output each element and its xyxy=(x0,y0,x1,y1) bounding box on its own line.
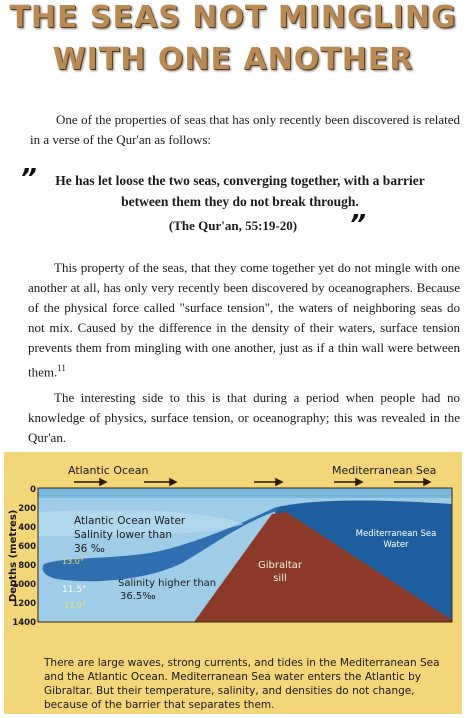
salinity-high-label-1: Salinity higher than xyxy=(118,578,217,589)
depth-tick-800: 800 xyxy=(18,561,36,571)
sill-label-2: sill xyxy=(273,573,287,584)
surface-arrows xyxy=(74,479,430,485)
depth-tick-1400: 1400 xyxy=(12,618,36,628)
body-paragraph-2: The interesting side to this is that during a period when people had no knowledge of physics, surface tension, or oceanography; this was revealed in the Qur'an. xyxy=(28,390,460,445)
mediterranean-sea-label: Mediterranean Sea xyxy=(332,464,437,477)
depth-tick-0: 0 xyxy=(30,485,36,495)
atlantic-water-label-2: Salinity lower than xyxy=(74,529,173,541)
depth-axis-label: Depths (metres) xyxy=(8,509,19,602)
title-line-1: THE SEAS NOT MINGLING xyxy=(9,0,457,35)
temperature-label-2: 11.5° xyxy=(62,585,87,595)
atlantic-water-label-3: 36 ‰ xyxy=(74,543,105,555)
quote-close-mark: „ xyxy=(352,196,369,226)
body-paragraph-1 xyxy=(28,258,460,382)
salinity-high-label-2: 36.5‰ xyxy=(120,591,156,602)
temperature-label-3: 13.0° xyxy=(64,601,86,610)
med-water-label-2: Water xyxy=(383,540,409,550)
atlantic-ocean-label: Atlantic Ocean xyxy=(68,464,149,477)
depth-tick-200: 200 xyxy=(18,504,36,514)
depth-tick-600: 600 xyxy=(18,542,36,552)
med-water-label-1: Mediterranean Sea xyxy=(355,529,437,539)
body-paragraph-1-text: This property of the seas, that they come together yet do not mingle with one another at all, has only very recently been discovered by oceanographers. Because of the physical force called "surface tension", the waters of neighboring seas do not mix. Caused by the difference in the density of their waters, surface tension prevents them from mingling with one another, just as if a thin wall were between them. xyxy=(28,260,460,380)
atlantic-water-label-1: Atlantic Ocean Water xyxy=(74,515,186,527)
depth-tick-1200: 1200 xyxy=(12,599,36,609)
sill-label-1: Gibraltar xyxy=(257,560,303,571)
intro-paragraph: One of the properties of seas that has only recently been discovered is related in a verse of the Qur'an as follows: xyxy=(30,112,460,147)
depth-tick-400: 400 xyxy=(18,523,36,533)
quote-open-mark: ” xyxy=(20,164,37,194)
figure-caption: There are large waves, strong currents, and tides in the Mediterranean Sea and the Atlantic Ocean. Mediterranean Sea water enters the Atlantic by Gibraltar. But their temperature, salinity, and densities do not change, because of the barrier that separates them. xyxy=(44,657,440,711)
quote-source: (The Qur'an, 55:19-20) xyxy=(168,218,298,233)
title-line-2: WITH ONE ANOTHER xyxy=(52,42,414,77)
surface-band xyxy=(38,488,452,498)
temperature-label-1: 13.0° xyxy=(62,557,84,566)
footnote-ref: 11 xyxy=(57,363,66,373)
depth-tick-1000: 1000 xyxy=(12,580,36,590)
quote-text: He has let loose the two seas, converging together, with a barrier between them they do not break through. xyxy=(55,173,425,209)
